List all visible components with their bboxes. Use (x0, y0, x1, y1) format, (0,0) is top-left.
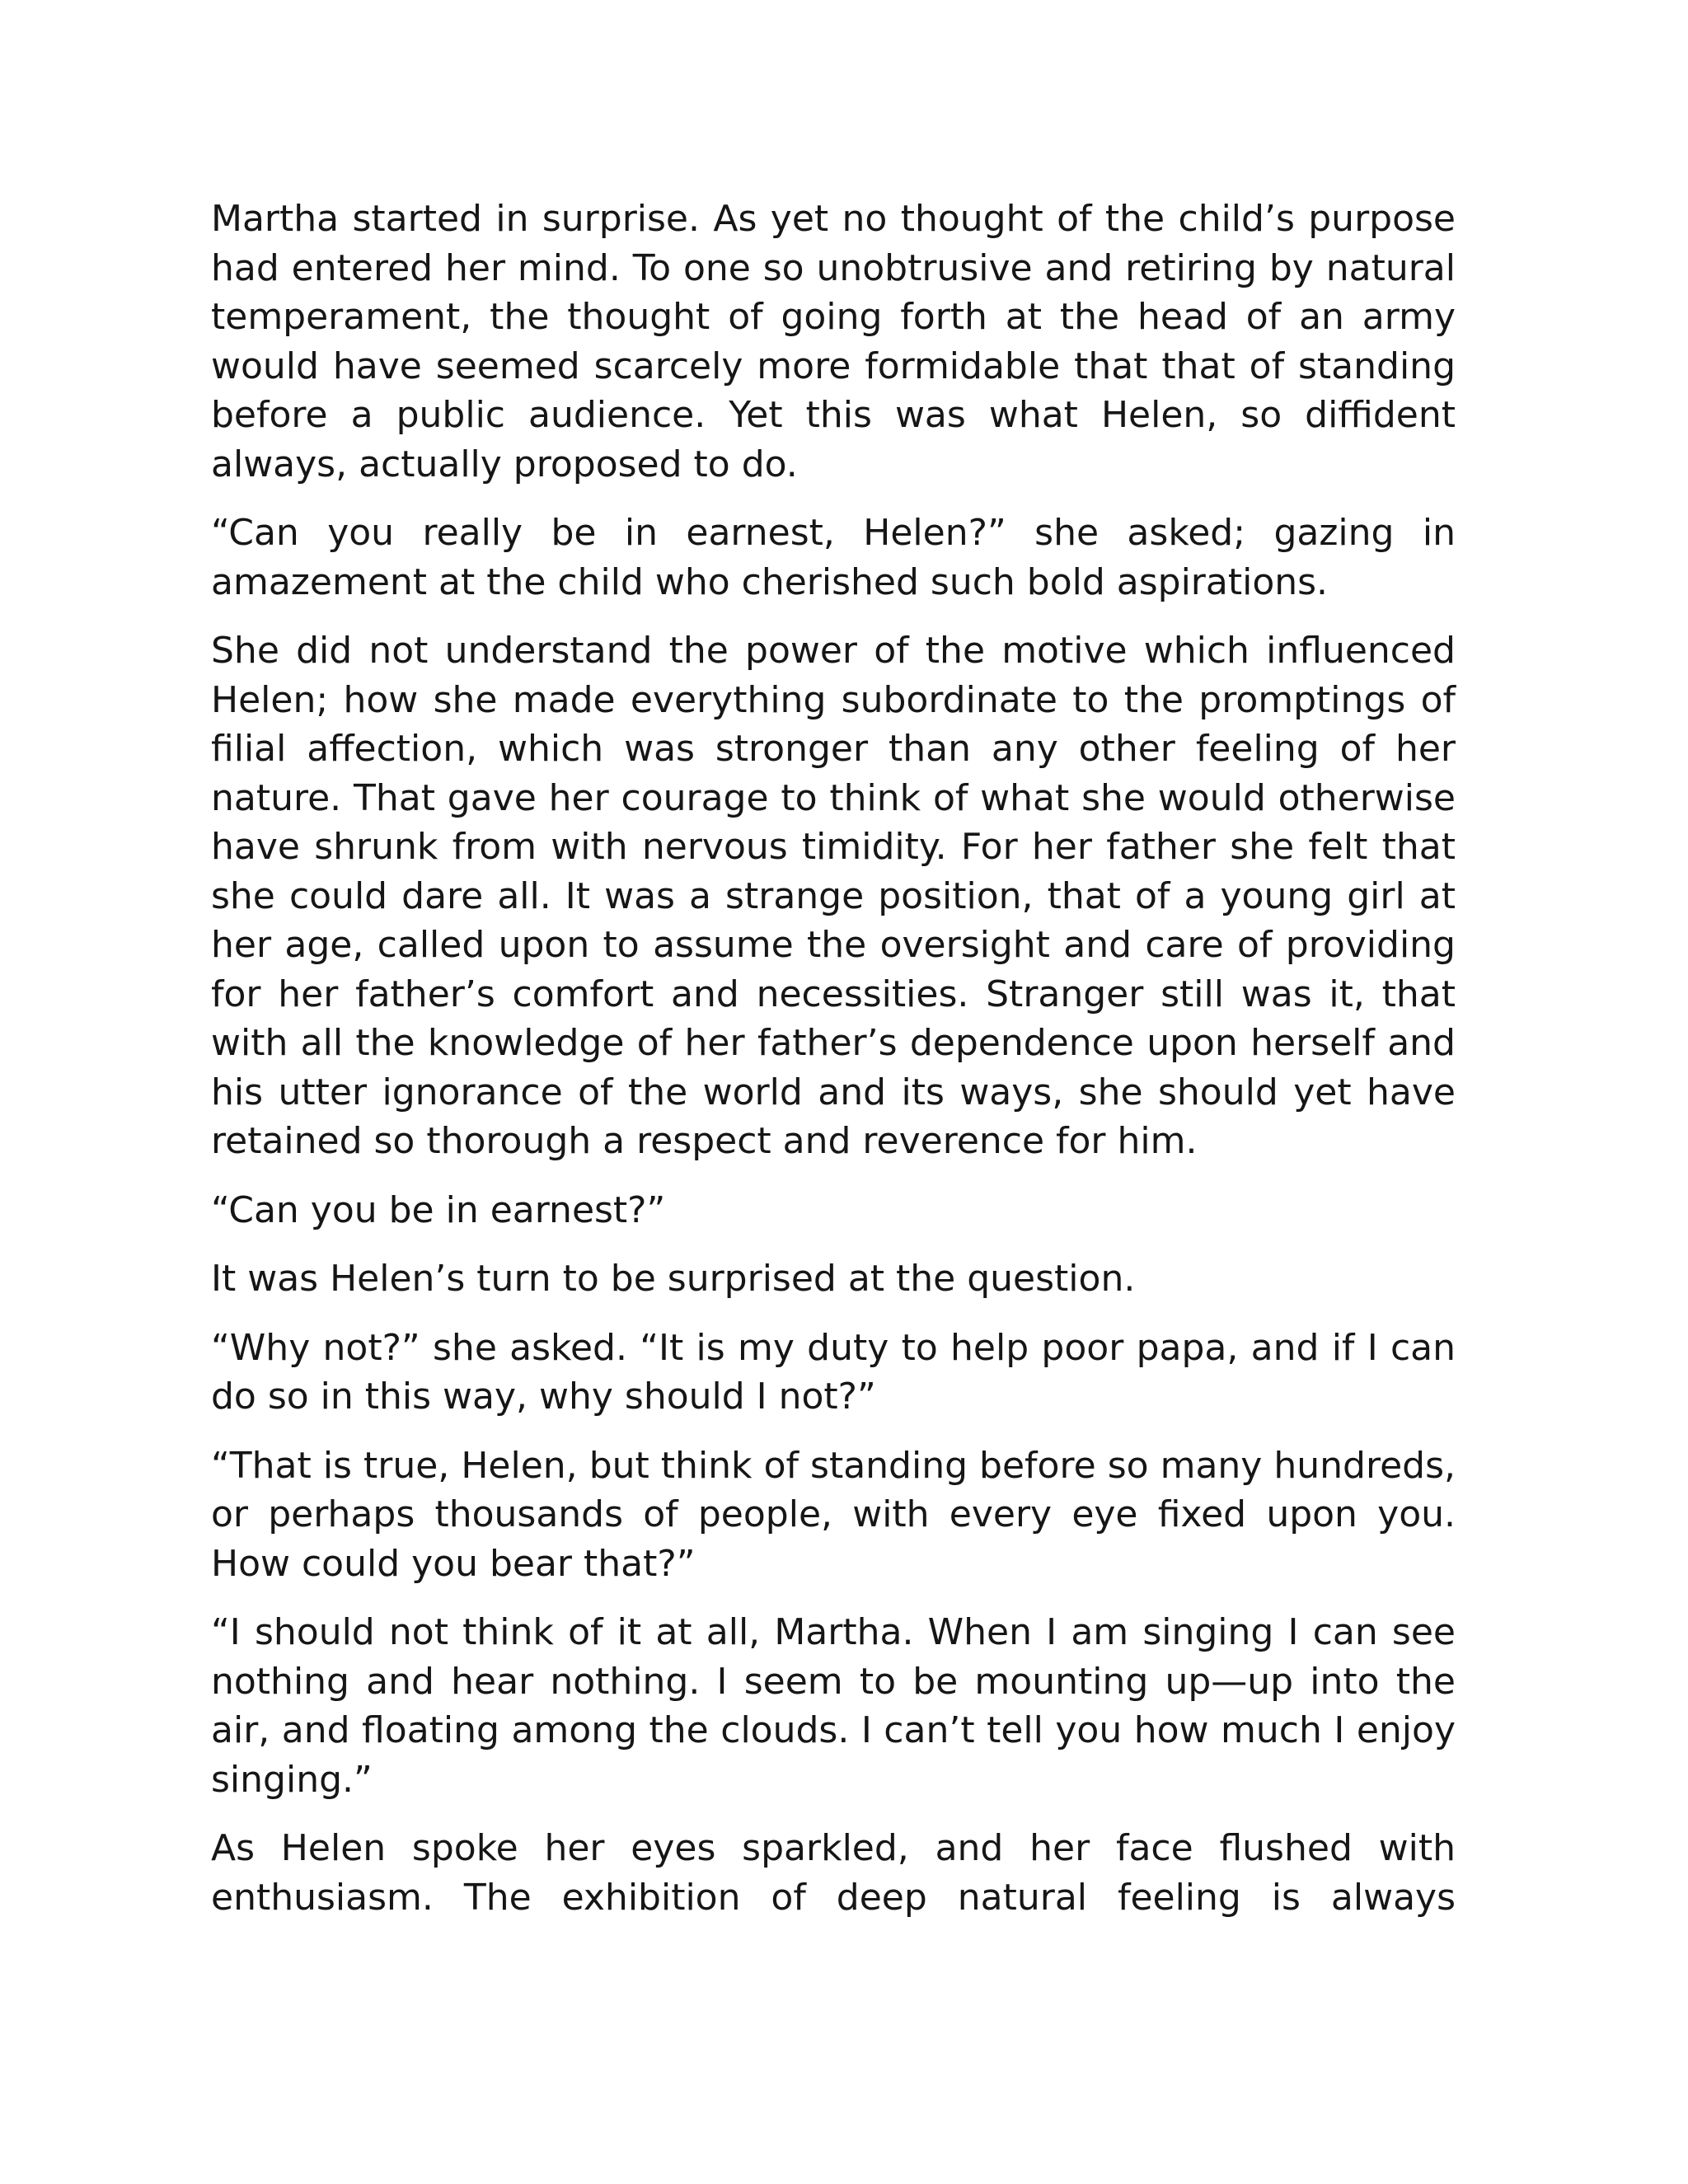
paragraph-3: She did not understand the power of the motive which influenced Helen; how she made everything subordinate to the promptings of filial affection, which was stronger than any other feeling of her nature. That gave her courage to think of what she would otherwise have shrunk from with nervous timidity. For her father she felt that she could dare all. It was a strange position, that of a young girl at her age, called upon to assume the oversight and care of providing for her father’s comfort and necessities. Stranger still was it, that with all the knowledge of her father’s dependence upon herself and his utter ignorance of the world and its ways, she should yet have retained so thorough a respect and reverence for him. (211, 630, 1456, 1162)
paragraph-6: “Why not?” she asked. “It is my duty to help poor papa, and if I can do so in this way, why should I not?” (211, 1326, 1456, 1418)
paragraph-9: As Helen spoke her eyes sparkled, and her face flushed with enthusiasm. The exhibition of deep natural feeling is always (211, 1827, 1456, 1919)
paragraph-2: “Can you really be in earnest, Helen?” she asked; gazing in amazement at the child who cherished such bold aspirations. (211, 512, 1456, 603)
paragraph-7: “That is true, Helen, but think of standing before so many hundreds, or perhaps thousands of people, with every eye fixed upon you. How could you bear that?” (211, 1444, 1456, 1585)
paragraph-4: “Can you be in earnest?” (211, 1188, 666, 1231)
body-text (211, 194, 1456, 1922)
paragraph-1: Martha started in surprise. As yet no thought of the child’s purpose had entered her mind. To one so unobtrusive and retiring by natural temperament, the thought of going forth at the head of an army would have seemed scarcely more formidable that that of standing before a public audience. Yet this was what Helen, so diffident always, actually proposed to do. (211, 198, 1456, 485)
paragraph-8: “I should not think of it at all, Martha. When I am singing I can see nothing and hear nothing. I seem to be mounting up—up into the air, and floating among the clouds. I can’t tell you how much I enjoy singing.” (211, 1611, 1456, 1801)
paragraph-5: It was Helen’s turn to be surprised at the question. (211, 1258, 1136, 1300)
